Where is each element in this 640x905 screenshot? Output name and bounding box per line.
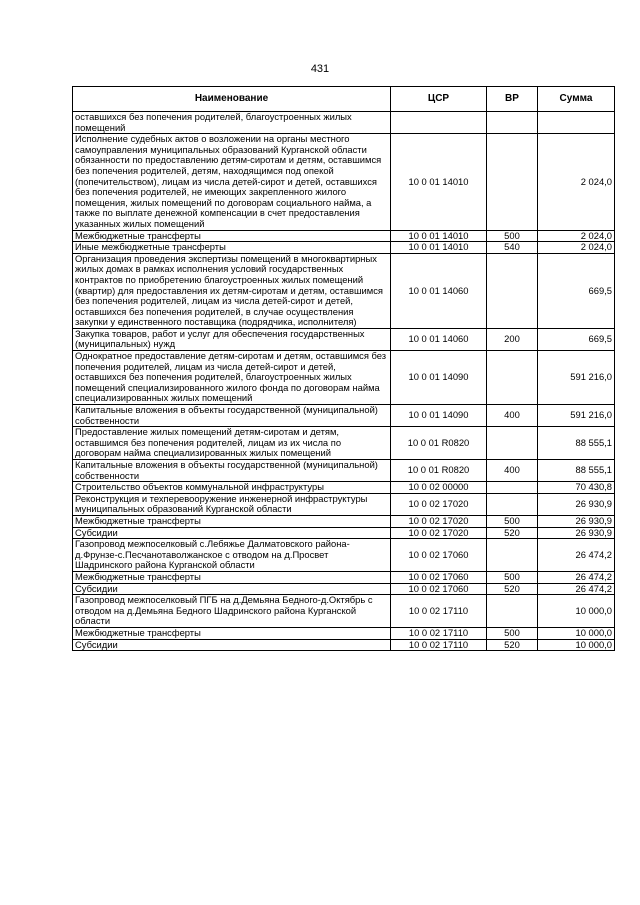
cell-csr: 10 0 01 14090 (391, 351, 487, 405)
table-row (73, 427, 615, 460)
cell-vr: 500 (487, 515, 538, 527)
cell-csr: 10 0 02 17060 (391, 583, 487, 595)
cell-vr (487, 134, 538, 230)
cell-csr: 10 0 01 14060 (391, 253, 487, 328)
cell-csr: 10 0 02 17020 (391, 515, 487, 527)
table-row (73, 595, 615, 628)
cell-sum: 2 024,0 (538, 242, 615, 254)
cell-name: Предоставление жилых помещений детям-сиротам и детям, оставшимся без попечения родителей, лицам из их числа по договорам найма специализированных жилых помещений (73, 427, 391, 460)
cell-sum: 2 024,0 (538, 134, 615, 230)
column-header-csr: ЦСР (391, 87, 487, 112)
cell-sum: 10 000,0 (538, 627, 615, 639)
cell-sum: 2 024,0 (538, 230, 615, 242)
column-header-vr: ВР (487, 87, 538, 112)
cell-name: Закупка товаров, работ и услуг для обеспечения государственных (муниципальных) нужд (73, 328, 391, 350)
cell-name: Исполнение судебных актов о возложении на органы местного самоуправления муниципальных образований Курганской области обязанности по предоставлению детям-сиротам и детям, оставшимся без попечения родителей, детям, находящимся под опекой (попечительством), лицам из числа детей-сирот и детей, оставшихся без попечения родителей, не имеющих закрепленного жилого помещения, жилых помещений по договорам социального найма, а также по выплате денежной компенсации в счет предоставления указанных жилых помещений (73, 134, 391, 230)
cell-vr (487, 253, 538, 328)
table-row (73, 527, 615, 539)
cell-vr (487, 493, 538, 515)
table-row (73, 460, 615, 482)
column-header-sum: Сумма (538, 87, 615, 112)
table-row (73, 328, 615, 350)
cell-sum: 10 000,0 (538, 639, 615, 651)
cell-csr: 10 0 02 00000 (391, 482, 487, 494)
cell-vr: 500 (487, 230, 538, 242)
cell-vr: 400 (487, 460, 538, 482)
cell-csr: 10 0 02 17060 (391, 571, 487, 583)
cell-name: Иные межбюджетные трансферты (73, 242, 391, 254)
cell-vr: 540 (487, 242, 538, 254)
cell-sum: 669,5 (538, 328, 615, 350)
cell-sum: 70 430,8 (538, 482, 615, 494)
cell-name: Межбюджетные трансферты (73, 627, 391, 639)
cell-csr: 10 0 02 17020 (391, 493, 487, 515)
table-row (73, 134, 615, 230)
cell-csr: 10 0 01 14010 (391, 242, 487, 254)
table-row (73, 539, 615, 572)
cell-csr: 10 0 02 17110 (391, 639, 487, 651)
table-row (73, 571, 615, 583)
cell-sum: 88 555,1 (538, 460, 615, 482)
cell-sum: 26 930,9 (538, 527, 615, 539)
table-row (73, 482, 615, 494)
cell-name: Межбюджетные трансферты (73, 515, 391, 527)
table-row (73, 405, 615, 427)
table-header-row (73, 87, 615, 112)
cell-csr: 10 0 01 R0820 (391, 427, 487, 460)
cell-csr: 10 0 02 17060 (391, 539, 487, 572)
cell-vr: 400 (487, 405, 538, 427)
cell-name: Газопровод межпоселковый ПГБ на д.Демьяна Бедного-д.Октябрь с отводом на д.Демьяна Бедного Шадринского района Курганской области (73, 595, 391, 628)
cell-csr: 10 0 01 14010 (391, 134, 487, 230)
cell-vr (487, 427, 538, 460)
cell-name: Капитальные вложения в объекты государственной (муниципальной) собственности (73, 460, 391, 482)
cell-sum: 591 216,0 (538, 351, 615, 405)
cell-name: Организация проведения экспертизы помещений в многоквартирных жилых домах в рамках исполнения условий государственных контрактов по приобретению благоустроенных жилых помещений (квартир) для предоставления их детям-сиротам и детям, оставшимся без попечения родителей, лицам из числа детей-сирот и детей, оставшихся без попечения родителей, в случае осуществления закупки у единственного поставщика (подрядчика, исполнителя) (73, 253, 391, 328)
table-body (73, 112, 615, 651)
cell-vr: 520 (487, 639, 538, 651)
cell-vr: 520 (487, 527, 538, 539)
table-row (73, 583, 615, 595)
cell-sum (538, 112, 615, 134)
table-row (73, 351, 615, 405)
budget-table (72, 86, 615, 651)
table-row (73, 112, 615, 134)
cell-name: Однократное предоставление детям-сиротам и детям, оставшимся без попечения родителей, лицам из числа детей-сирот и детей, оставшихся без попечения родителей, благоустроенных жилых помещений специализированного жилого фонда по договорам найма специализированных жилых помещений (73, 351, 391, 405)
cell-sum: 26 930,9 (538, 493, 615, 515)
cell-sum: 26 474,2 (538, 571, 615, 583)
cell-csr: 10 0 02 17110 (391, 627, 487, 639)
table-row (73, 639, 615, 651)
table-row (73, 253, 615, 328)
cell-name: Субсидии (73, 583, 391, 595)
cell-csr: 10 0 01 14010 (391, 230, 487, 242)
cell-csr: 10 0 02 17110 (391, 595, 487, 628)
cell-name: оставшихся без попечения родителей, благоустроенных жилых помещений (73, 112, 391, 134)
cell-name: Межбюджетные трансферты (73, 230, 391, 242)
table-row (73, 515, 615, 527)
table-row (73, 627, 615, 639)
cell-sum: 669,5 (538, 253, 615, 328)
cell-csr: 10 0 01 R0820 (391, 460, 487, 482)
cell-name: Газопровод межпоселковый с.Лебяжье Далматовского района-д.Фрунзе-с.Песчанотаволжанское с отводом на д.Просвет Шадринского района Курганской области (73, 539, 391, 572)
table-row (73, 493, 615, 515)
table-row (73, 230, 615, 242)
cell-sum: 26 474,2 (538, 539, 615, 572)
cell-vr (487, 112, 538, 134)
cell-name: Строительство объектов коммунальной инфраструктуры (73, 482, 391, 494)
cell-name: Капитальные вложения в объекты государственной (муниципальной) собственности (73, 405, 391, 427)
cell-vr (487, 595, 538, 628)
cell-vr: 200 (487, 328, 538, 350)
cell-sum: 26 474,2 (538, 583, 615, 595)
cell-csr: 10 0 01 14060 (391, 328, 487, 350)
cell-vr (487, 351, 538, 405)
column-header-name: Наименование (73, 87, 391, 112)
cell-csr: 10 0 01 14090 (391, 405, 487, 427)
cell-csr (391, 112, 487, 134)
cell-sum: 88 555,1 (538, 427, 615, 460)
cell-name: Субсидии (73, 639, 391, 651)
cell-name: Реконструкция и техперевооружение инженерной инфраструктуры муниципальных образований Курганской области (73, 493, 391, 515)
page-number: 431 (310, 63, 330, 75)
cell-vr: 500 (487, 571, 538, 583)
cell-vr (487, 482, 538, 494)
table-row (73, 242, 615, 254)
cell-vr: 520 (487, 583, 538, 595)
cell-vr: 500 (487, 627, 538, 639)
cell-csr: 10 0 02 17020 (391, 527, 487, 539)
cell-name: Субсидии (73, 527, 391, 539)
cell-vr (487, 539, 538, 572)
cell-sum: 591 216,0 (538, 405, 615, 427)
cell-name: Межбюджетные трансферты (73, 571, 391, 583)
cell-sum: 26 930,9 (538, 515, 615, 527)
cell-sum: 10 000,0 (538, 595, 615, 628)
